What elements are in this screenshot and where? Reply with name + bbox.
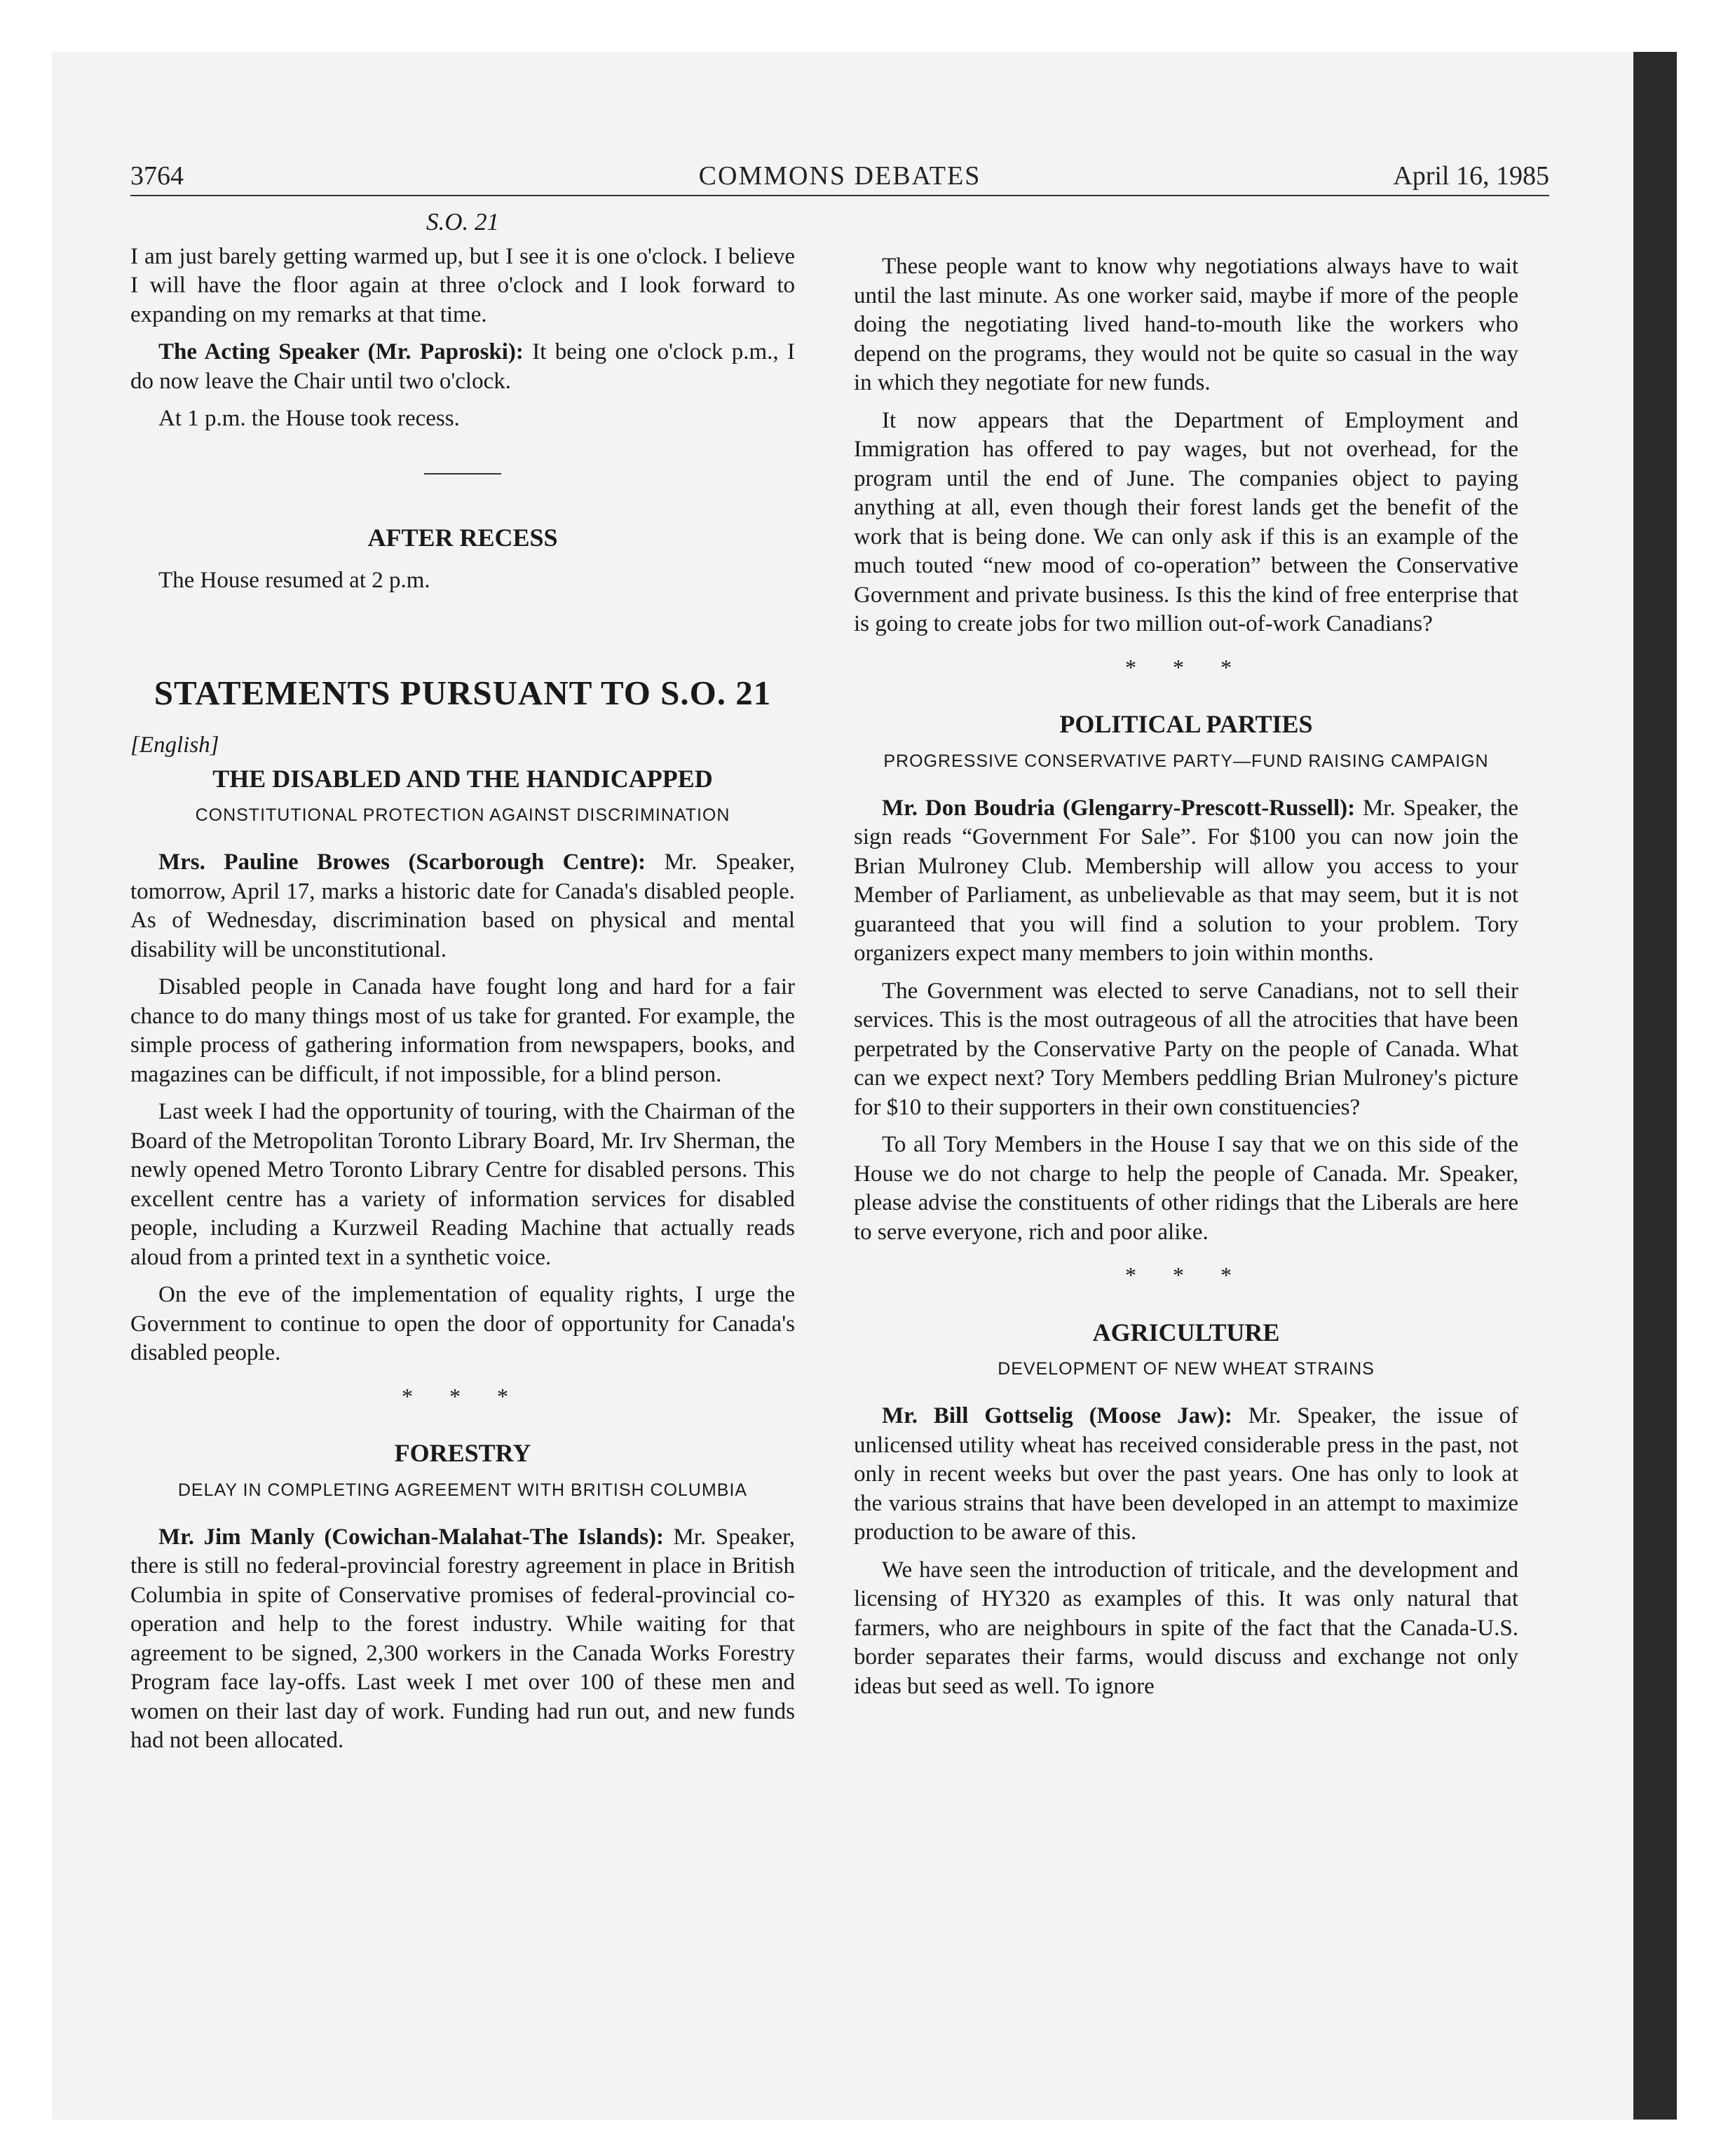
paragraph: Last week I had the opportunity of touring, with the Chairman of the Board of the Metropolitan Toronto Library Board, Mr. Irv Sherman, the newly opened Metro Toronto Library Centre for disabled persons. This excellent centre has a variety of information services for disabled people, including a Kurzweil Reading Machine that actually reads aloud from a printed text in a synthetic voice. bbox=[130, 1099, 795, 1270]
paragraph: These people want to know why negotiations always have to wait until the last minute. As one worker said, maybe if more of the people doing the negotiating lived hand-to-mouth like the workers who depend on the programs, they would not be quite so casual in the way in which they negotiate for new funds. bbox=[854, 254, 1518, 395]
paragraph: Disabled people in Canada have fought long and hard for a fair chance to do many things most of us take for granted. For example, the simple process of gathering information from newspapers, books, and magazines can be difficult, if not impossible, for a blind person. bbox=[130, 974, 795, 1087]
speaker-name: Mr. Don Boudria (Glengarry-Prescott-Russell): bbox=[882, 795, 1356, 821]
publication-title: COMMONS DEBATES bbox=[698, 161, 981, 191]
speaker-name: Mrs. Pauline Browes (Scarborough Centre): bbox=[158, 850, 646, 875]
speech-text: Mr. Speaker, the issue of unlicensed utility wheat has received considerable press in the past, not only in recent weeks but over the past years. One has only to look at the various strains that have been developed in an attempt to maximize production to be aware of this. bbox=[854, 1403, 1518, 1545]
speaker-name: Mr. Jim Manly (Cowichan-Malahat-The Islands): bbox=[158, 1524, 665, 1550]
subtopic-heading: CONSTITUTIONAL PROTECTION AGAINST DISCRIMINATION bbox=[195, 805, 730, 825]
language-note: [English] bbox=[130, 732, 219, 758]
subtopic-heading: DELAY IN COMPLETING AGREEMENT WITH BRITISH COLUMBIA bbox=[177, 1480, 748, 1500]
page-header bbox=[130, 160, 1549, 192]
paragraph bbox=[130, 338, 795, 396]
so-label: S.O. 21 bbox=[426, 208, 500, 236]
paragraph bbox=[854, 1402, 1518, 1548]
after-recess-heading: AFTER RECESS bbox=[367, 523, 558, 552]
speaker-name: Mr. Bill Gottselig (Moose Jaw): bbox=[882, 1403, 1232, 1428]
section-separator-stars: * * * bbox=[402, 1383, 524, 1409]
paragraph: I am just barely getting warmed up, but I see it is one o'clock. I believe I will have the floor again at three o'clock and I look forward to expanding on my remarks at that time. bbox=[130, 243, 795, 327]
speech-text: Mr. Speaker, there is still no federal-provincial forestry agreement in place in British Columbia in spite of Conservative promises of federal-provincial co-operation and help to the forest industry. While waiting for that agreement to be signed, 2,300 workers in the Canada Works Forestry Program face lay-offs. Last week I met over 100 of these men and women on their last day of work. Funding had run out, and new funds had not been allocated. bbox=[130, 1524, 795, 1753]
section-title: STATEMENTS PURSUANT TO S.O. 21 bbox=[154, 673, 772, 712]
paragraph: The Government was elected to serve Canadians, not to sell their services. This is the most outrageous of all the atrocities that have been perpetrated by the Conservative Party on the people of Canada. What can we expect next? Tory Members peddling Brian Mulroney's picture for $10 to their supporters in their own constituencies? bbox=[854, 978, 1518, 1120]
subtopic-heading: PROGRESSIVE CONSERVATIVE PARTY—FUND RAISING CAMPAIGN bbox=[883, 751, 1489, 771]
subtopic-heading: DEVELOPMENT OF NEW WHEAT STRAINS bbox=[998, 1359, 1375, 1379]
publication-date: April 16, 1985 bbox=[1393, 161, 1549, 191]
paragraph: We have seen the introduction of triticale, and the development and licensing of HY320 as examples of this. It was only natural that farmers, who are neighbours in spite of the fact that the Canada-U.S. border separates their farms, would discuss and exchange not only ideas but seed as well. To ignore bbox=[854, 1557, 1518, 1699]
speech-text: Mr. Speaker, the sign reads “Government For Sale”. For $100 you can now join the Brian Mulroney Club. Membership will allow you access to your Member of Parliament, as unbelievable as that may seem, but it is not guaranteed that you will find a solution to your problem. Tory organizers expect many members to join within months. bbox=[854, 795, 1518, 966]
speech-text: It being one o'clock p.m., I do now leave the Chair until two o'clock. bbox=[130, 339, 795, 394]
speaker-name: The Acting Speaker (Mr. Paproski): bbox=[158, 339, 524, 364]
paragraph: The House resumed at 2 p.m. bbox=[158, 568, 430, 593]
paragraph bbox=[130, 1523, 795, 1756]
section-separator-stars: * * * bbox=[1125, 1262, 1247, 1288]
speech-text: Mr. Speaker, tomorrow, April 17, marks a historic date for Canada's disabled people. As of Wednesday, discrimination based on physical and mental disability will be unconstitutional. bbox=[130, 850, 795, 962]
header-rule bbox=[130, 195, 1549, 196]
left-column bbox=[130, 207, 795, 1764]
paragraph: At 1 p.m. the House took recess. bbox=[158, 406, 460, 431]
paragraph bbox=[130, 848, 795, 964]
topic-heading: FORESTRY bbox=[394, 1439, 531, 1467]
section-separator-stars: * * * bbox=[1125, 654, 1247, 680]
page-number: 3764 bbox=[130, 161, 184, 191]
binding-edge bbox=[1633, 52, 1677, 2120]
topic-heading: AGRICULTURE bbox=[1092, 1318, 1280, 1346]
right-column bbox=[854, 207, 1518, 1710]
section-divider bbox=[424, 473, 501, 475]
topic-heading: THE DISABLED AND THE HANDICAPPED bbox=[212, 764, 713, 793]
column-top-spacer bbox=[854, 207, 1518, 252]
paragraph: To all Tory Members in the House I say that we on this side of the House we do not charge to help the people of Canada. Mr. Speaker, please advise the constituents of other ridings that the Liberals are here to serve everyone, rich and poor alike. bbox=[854, 1132, 1518, 1245]
topic-heading: POLITICAL PARTIES bbox=[1059, 710, 1313, 738]
paragraph bbox=[854, 794, 1518, 969]
paragraph: On the eve of the implementation of equality rights, I urge the Government to continue to open the door of opportunity for Canada's disabled people. bbox=[130, 1282, 795, 1365]
paragraph: It now appears that the Department of Employment and Immigration has offered to pay wages, but not overhead, for the program until the end of June. The companies object to paying anything at all, even though their forest lands get the benefit of the work that is being done. We can only ask if this is an example of the much touted “new mood of co-operation” between the Conservative Government and private business. Is this the kind of free enterprise that is going to create jobs for two million out-of-work Canadians? bbox=[854, 407, 1518, 636]
